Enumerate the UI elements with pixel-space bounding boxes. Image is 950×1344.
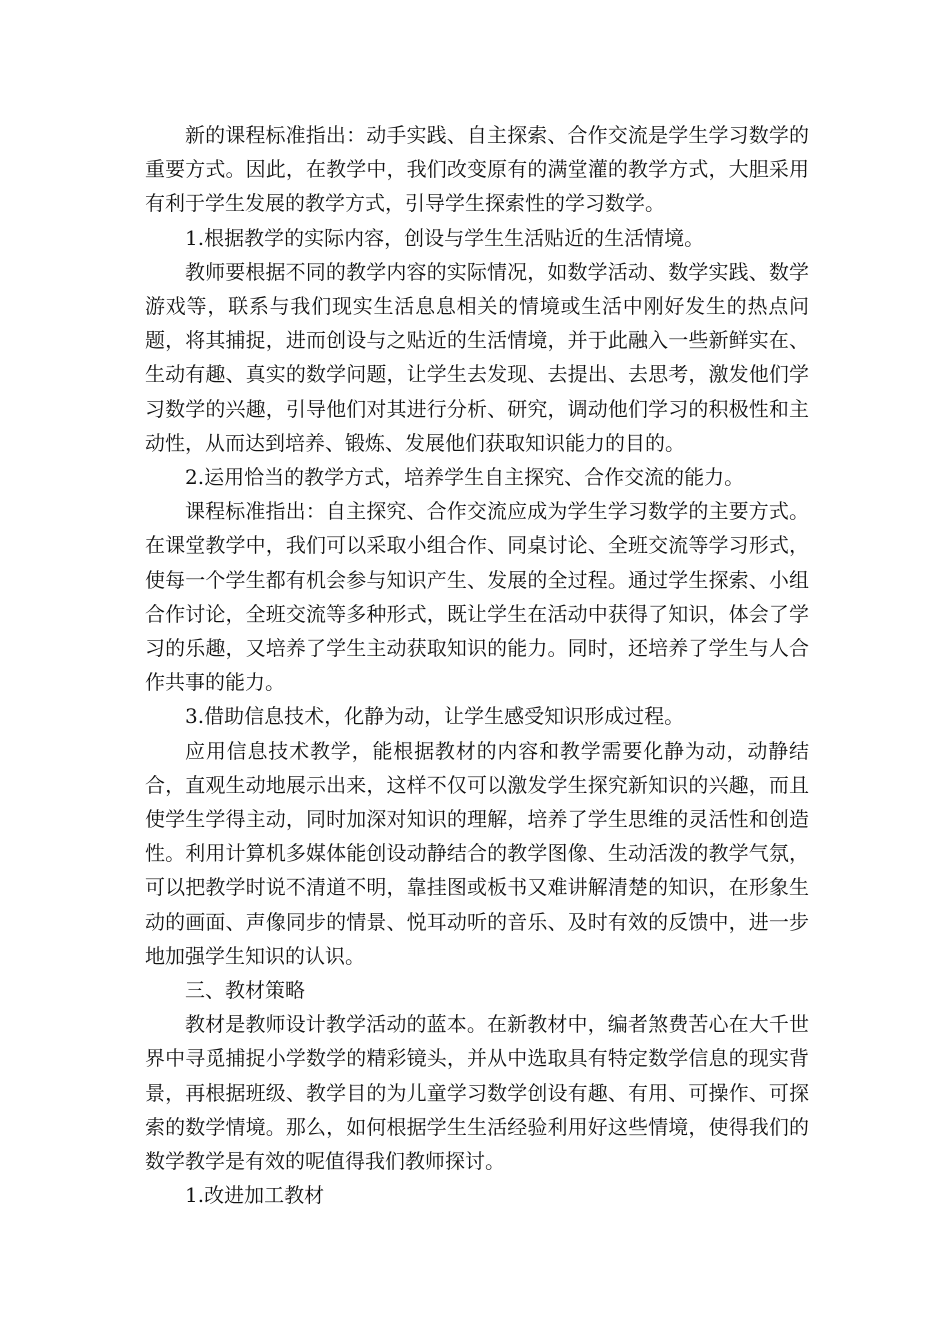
paragraph-info-tech: 应用信息技术教学，能根据教材的内容和教学需要化静为动，动静结合，直观生动地展示出来，这样不仅可以激发学生探究新知识的兴趣，而且使学生学得主动，同时加深对知识的理解，培养了学生思维的灵活性和创造性。利用计算机多媒体能创设动静结合的教学图像、生动活泼的教学气氛，可以把教学时说不清道不明，靠挂图或板书又难讲解清楚的知识，在形象生动的画面、声像同步的情景、悦耳动听的音乐、及时有效的反馈中，进一步地加强学生知识的认识。 [145,738,809,968]
subheading-2: 2.运用恰当的教学方式，培养学生自主探究、合作交流的能力。 [185,465,745,490]
paragraph-life-context: 教师要根据不同的教学内容的实际情况，如数学活动、数学实践、数学游戏等，联系与我们现实生活息息相关的情境或生活中刚好发生的热点问题，将其捕捉，进而创设与之贴近的生活情境，并于此融入一些新鲜实在、生动有趣、真实的数学问题，让学生去发现、去提出、去思考，激发他们学习数学的兴趣，引导他们对其进行分析、研究，调动他们学习的积极性和主动性，从而达到培养、锻炼、发展他们获取知识能力的目的。 [145,259,809,455]
paragraph-cooperation: 课程标准指出：自主探究、合作交流应成为学生学习数学的主要方式。在课堂教学中，我们可以采取小组合作、同桌讨论、全班交流等学习形式，使每一个学生都有机会参与知识产生、发展的全过程。通过学生探索、小组合作讨论，全班交流等多种形式，既让学生在活动中获得了知识，体会了学习的乐趣，又培养了学生主动获取知识的能力。同时，还培养了学生与人合作共事的能力。 [145,499,809,695]
subheading-improve-textbook: 1.改进加工教材 [185,1183,325,1208]
paragraph-intro: 新的课程标准指出：动手实践、自主探索、合作交流是学生学习数学的重要方式。因此，在教学中，我们改变原有的满堂灌的教学方式，大胆采用有利于学生发展的教学方式，引导学生探索性的学习数学。 [145,123,809,216]
subheading-1: 1.根据教学的实际内容，创设与学生生活贴近的生活情境。 [185,225,705,250]
paragraph-textbook: 教材是教师设计教学活动的蓝本。在新教材中，编者煞费苦心在大千世界中寻觅捕捉小学数学的精彩镜头，并从中选取具有特定数学信息的现实背景，再根据班级、教学目的为儿童学习数学创设有趣、有用、可操作、可探索的数学情境。那么，如何根据学生生活经验利用好这些情境，使得我们的数学教学是有效的呢值得我们教师探讨。 [145,1012,809,1174]
section-heading-textbook-strategy: 三、教材策略 [185,978,305,1003]
document-page [145,118,809,1213]
subheading-3: 3.借助信息技术，化静为动，让学生感受知识形成过程。 [185,704,685,729]
